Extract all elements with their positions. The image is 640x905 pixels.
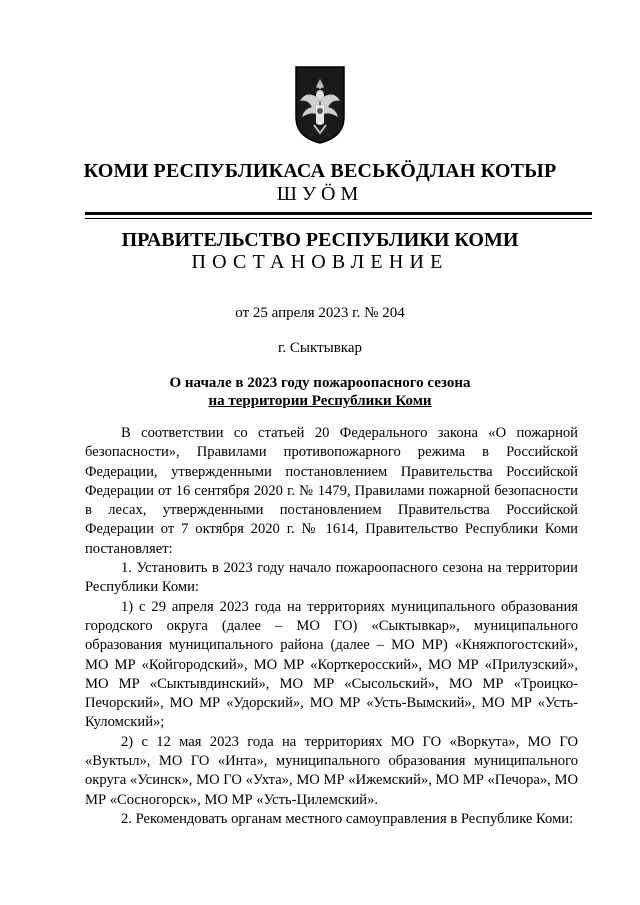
document-city: г. Сыктывкар [277, 340, 363, 356]
russian-government-title: ПРАВИТЕЛЬСТВО РЕСПУБЛИКИ КОМИ [121, 229, 519, 251]
russian-document-type: ПОСТАНОВЛЕНИЕ [191, 251, 449, 273]
komi-document-type: ШУӦМ [276, 183, 364, 205]
body-paragraph: В соответствии со статьей 20 Федерального закона «О пожарной безопасности», Правилами противопожарного режима в Российской Федерации, утвержденными постановлением Правительства Российской Федерации от 16 сентября 2020 г. № 1479, Правилами пожарной безопасности в лесах, утвержденными постановлением Правительства Российской Федерации от 7 октября 2020 г. № 1614, Правительство Республики Коми постановляет: [85, 425, 578, 557]
body-paragraph: 2. Рекомендовать органам местного самоуправления в Республике Коми: [121, 810, 574, 827]
document-body [85, 424, 578, 829]
body-paragraph: 1. Установить в 2023 году начало пожароопасного сезона на территории Республики Коми: [85, 560, 578, 596]
document-subject-line2: на территории Республики Коми [208, 393, 432, 409]
header-rule-thick [85, 212, 592, 215]
body-paragraph: 1) с 29 апреля 2023 года на территориях муниципального образования городского округа (далее – МО ГО) «Сыктывкар», муниципального образования муниципального района (далее – МО МР) «Княжпогостский», МО МР «Койгородский», МО МР «Корткеросский», МО МР «Прилузский», МО МР «Сыктывдинский», МО МР «Сысольский», МО МР «Троицко-Печорский», МО МР «Удорский», МО МР «Усть-Вымский», МО МР «Усть-Куломский»; [85, 598, 578, 731]
header-rule-thin [85, 218, 592, 219]
komi-government-title: КОМИ РЕСПУБЛИКАСА ВЕСЬКӦДЛАН КОТЫР [83, 160, 557, 182]
document-subject-line1: О начале в 2023 году пожароопасного сезона [169, 375, 471, 391]
document-date-number: от 25 апреля 2023 г. № 204 [235, 305, 405, 321]
komi-coat-of-arms-icon [294, 65, 346, 145]
body-paragraph: 2) с 12 мая 2023 года на территориях МО ГО «Воркута», МО ГО «Вуктыл», МО ГО «Инта», муниципального образования муниципального округа «Усинск», МО ГО «Ухта», МО МР «Ижемский», МО МР «Печора», МО МР «Сосногорск», МО МР «Усть-Цилемский». [85, 733, 578, 808]
